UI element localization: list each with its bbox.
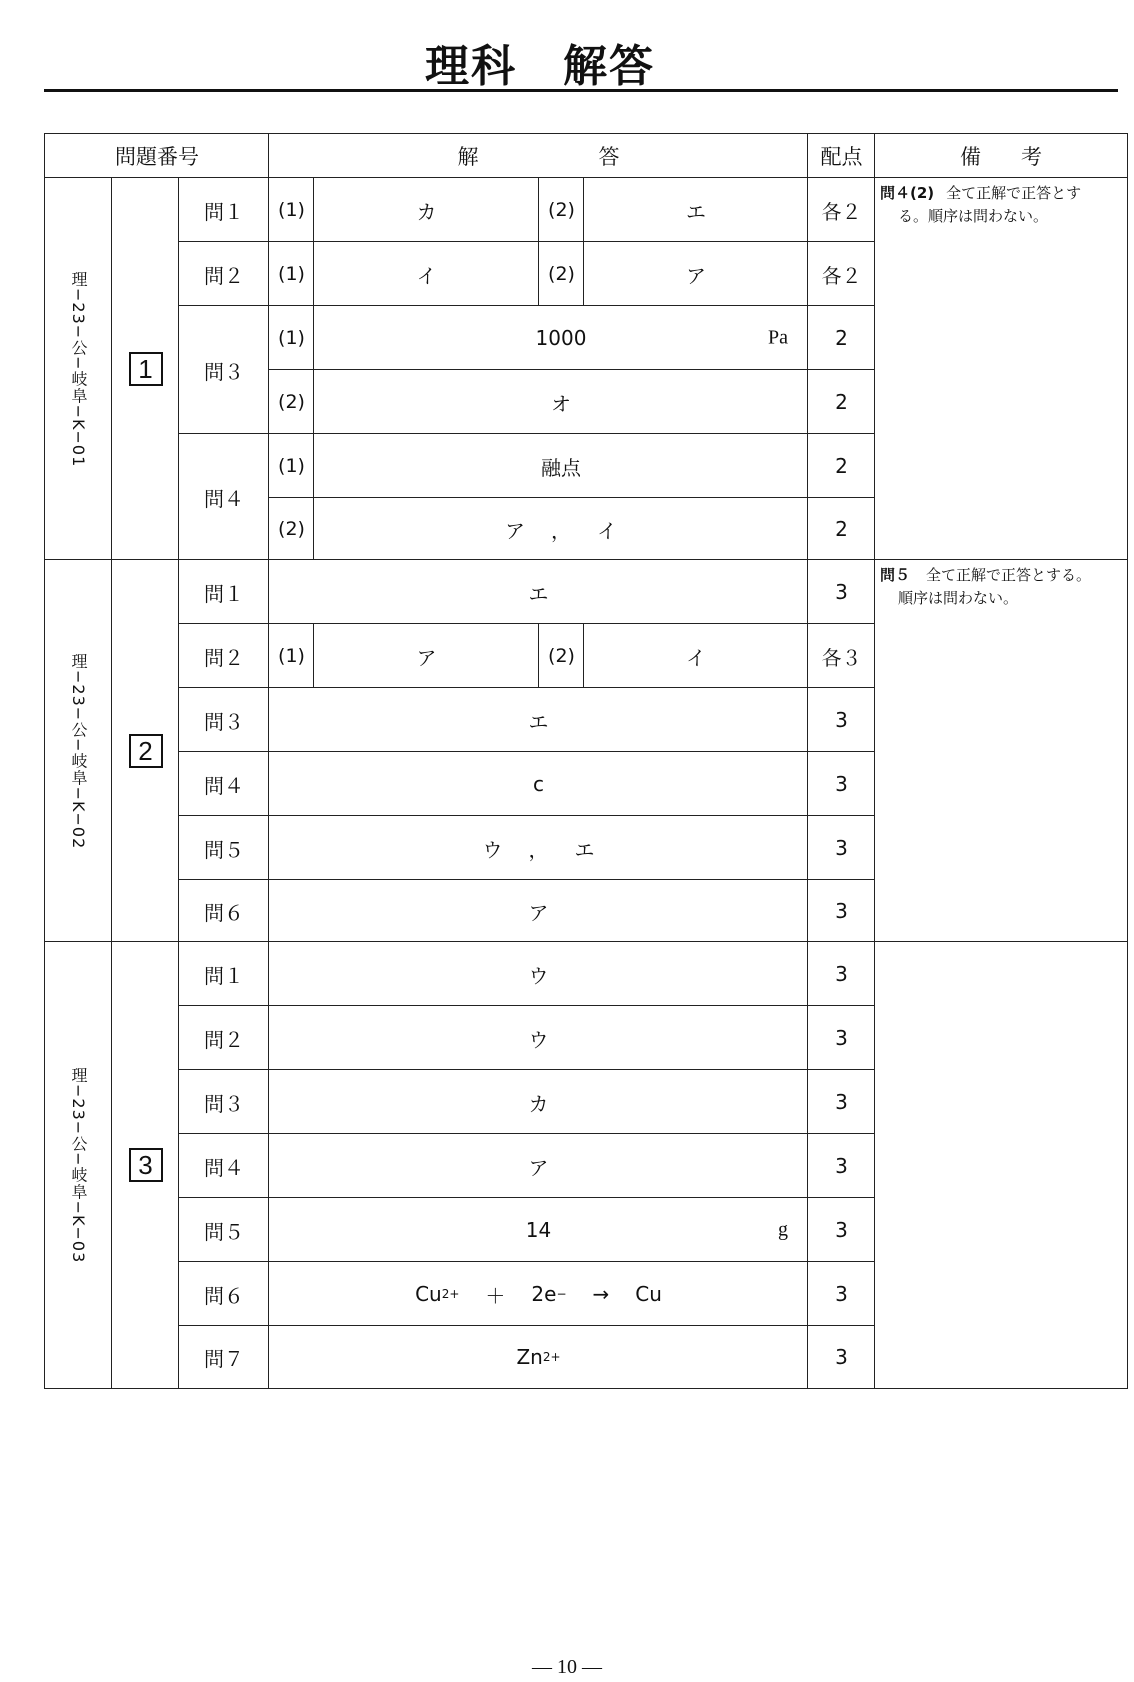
sub-label: (2): [268, 497, 315, 561]
answer-cell: ウ: [268, 1005, 809, 1071]
points-cell: 2: [807, 497, 876, 561]
section-code-text: 理−23−公−岐阜−K−01: [69, 270, 88, 468]
answer-value: エ: [574, 837, 595, 862]
section-number-box: 1: [129, 352, 163, 386]
question-label: 問２: [178, 1005, 270, 1071]
answer-cell: エ: [268, 687, 809, 753]
points-cell: 3: [807, 815, 876, 881]
points-cell: 各２: [807, 241, 876, 307]
points-cell: 3: [807, 1197, 876, 1263]
remarks-continuation: る。順序は問わない。: [898, 207, 1049, 225]
points-cell: 3: [807, 559, 876, 625]
answer-cell: ア: [268, 1133, 809, 1199]
answer-cell: [268, 1197, 809, 1263]
remarks-text: 全て正解で正答とする。: [926, 566, 1092, 584]
answer-value: 14: [525, 1218, 552, 1242]
question-label: 問１: [178, 177, 270, 243]
question-label: 問６: [178, 879, 270, 943]
answer-cell: エ: [268, 559, 809, 625]
answer-cell: c: [268, 751, 809, 817]
sub-label: (2): [538, 241, 585, 307]
equation-arrow: →: [592, 1282, 610, 1306]
equation-reactant-2: 2e: [531, 1282, 557, 1306]
title-underline: [44, 89, 1118, 92]
question-label: 問１: [178, 559, 270, 625]
question-label: 問３: [178, 687, 270, 753]
section-3-number: [111, 941, 180, 1389]
answer-value: Zn: [516, 1345, 543, 1369]
points-cell: 3: [807, 941, 876, 1007]
sub-label: (1): [268, 305, 315, 371]
equation-reactant-1: Cu: [415, 1282, 442, 1306]
header-question-number: 問題番号: [44, 133, 270, 179]
points-cell: 3: [807, 751, 876, 817]
points-cell: 3: [807, 1005, 876, 1071]
answer-cell: カ: [313, 177, 540, 243]
page-title: 理科 解答: [425, 41, 655, 92]
header-points: 配点: [807, 133, 876, 179]
answer-cell: [313, 497, 809, 561]
question-label: 問７: [178, 1325, 270, 1389]
remarks-continuation: 順序は問わない。: [898, 589, 1019, 607]
section-code-text: 理−23−公−岐阜−K−03: [69, 1066, 88, 1264]
remarks-cell: [874, 177, 1128, 561]
points-cell: 3: [807, 879, 876, 943]
answer-separator: ，: [551, 518, 571, 543]
sub-label: (1): [268, 433, 315, 499]
points-cell: 3: [807, 1133, 876, 1199]
points-cell: 各２: [807, 177, 876, 243]
sub-label: (1): [268, 177, 315, 243]
header-remarks-1: 備: [960, 145, 981, 169]
answer-cell: ア: [268, 879, 809, 943]
remarks-note: [876, 561, 1126, 610]
remarks-note: [876, 179, 1126, 228]
answer-value: ウ: [482, 837, 503, 862]
points-cell: 3: [807, 1261, 876, 1327]
header-answer: [268, 133, 809, 179]
answer-cell: ア: [583, 241, 809, 307]
header-answer-2: 答: [598, 145, 620, 169]
answer-cell: オ: [313, 369, 809, 435]
answer-value: イ: [597, 518, 617, 543]
answer-cell: Zn 2+: [268, 1325, 809, 1389]
question-label: 問２: [178, 241, 270, 307]
section-1-code: [44, 177, 113, 561]
section-number-box: 2: [129, 734, 163, 768]
sub-label: (2): [538, 623, 585, 689]
section-3-code: [44, 941, 113, 1389]
answer-cell: イ: [313, 241, 540, 307]
question-label: 問３: [178, 1069, 270, 1135]
answer-cell: [268, 815, 809, 881]
remarks-text: 全て正解で正答とす: [946, 184, 1082, 202]
answer-separator: ，: [528, 837, 549, 862]
header-remarks: [874, 133, 1128, 179]
unit-label: Pa: [768, 326, 788, 349]
section-code-text: 理−23−公−岐阜−K−02: [69, 652, 88, 850]
remarks-lead: 問４(2): [880, 184, 935, 202]
question-label: 問６: [178, 1261, 270, 1327]
answer-cell: 融点: [313, 433, 809, 499]
sub-label: (1): [268, 623, 315, 689]
answer-cell: [313, 305, 809, 371]
sub-label: (2): [538, 177, 585, 243]
answer-value: ア: [505, 518, 525, 543]
answer-cell: ア: [313, 623, 540, 689]
header-remarks-2: 考: [1021, 145, 1042, 169]
question-label: 問４: [178, 751, 270, 817]
page-number: ― 10 ―: [532, 1656, 602, 1678]
answer-value: 1000: [535, 326, 587, 350]
section-number-box: 3: [129, 1148, 163, 1182]
question-label: 問２: [178, 623, 270, 689]
question-label: 問３: [178, 305, 270, 435]
header-answer-1: 解: [457, 145, 479, 169]
points-cell: 2: [807, 369, 876, 435]
section-1-number: [111, 177, 180, 561]
points-cell: 各３: [807, 623, 876, 689]
question-label: 問１: [178, 941, 270, 1007]
points-cell: 3: [807, 687, 876, 753]
section-2-number: [111, 559, 180, 943]
question-label: 問５: [178, 815, 270, 881]
unit-label: g: [778, 1218, 788, 1241]
sub-label: (1): [268, 241, 315, 307]
remarks-lead: 問５: [880, 566, 911, 584]
question-label: 問４: [178, 1133, 270, 1199]
points-cell: 2: [807, 433, 876, 499]
answer-cell: Cu 2+ ＋ 2e − → Cu: [268, 1261, 809, 1327]
sub-label: (2): [268, 369, 315, 435]
remarks-cell: [874, 941, 1128, 1389]
points-cell: 2: [807, 305, 876, 371]
question-label: 問５: [178, 1197, 270, 1263]
points-cell: 3: [807, 1069, 876, 1135]
answer-cell: カ: [268, 1069, 809, 1135]
points-cell: 3: [807, 1325, 876, 1389]
answer-cell: イ: [583, 623, 809, 689]
question-label: 問４: [178, 433, 270, 561]
equation-product: Cu: [635, 1282, 662, 1306]
answer-cell: ウ: [268, 941, 809, 1007]
section-2-code: [44, 559, 113, 943]
equation-plus: ＋: [485, 1283, 506, 1308]
answer-cell: エ: [583, 177, 809, 243]
remarks-cell: [874, 559, 1128, 943]
